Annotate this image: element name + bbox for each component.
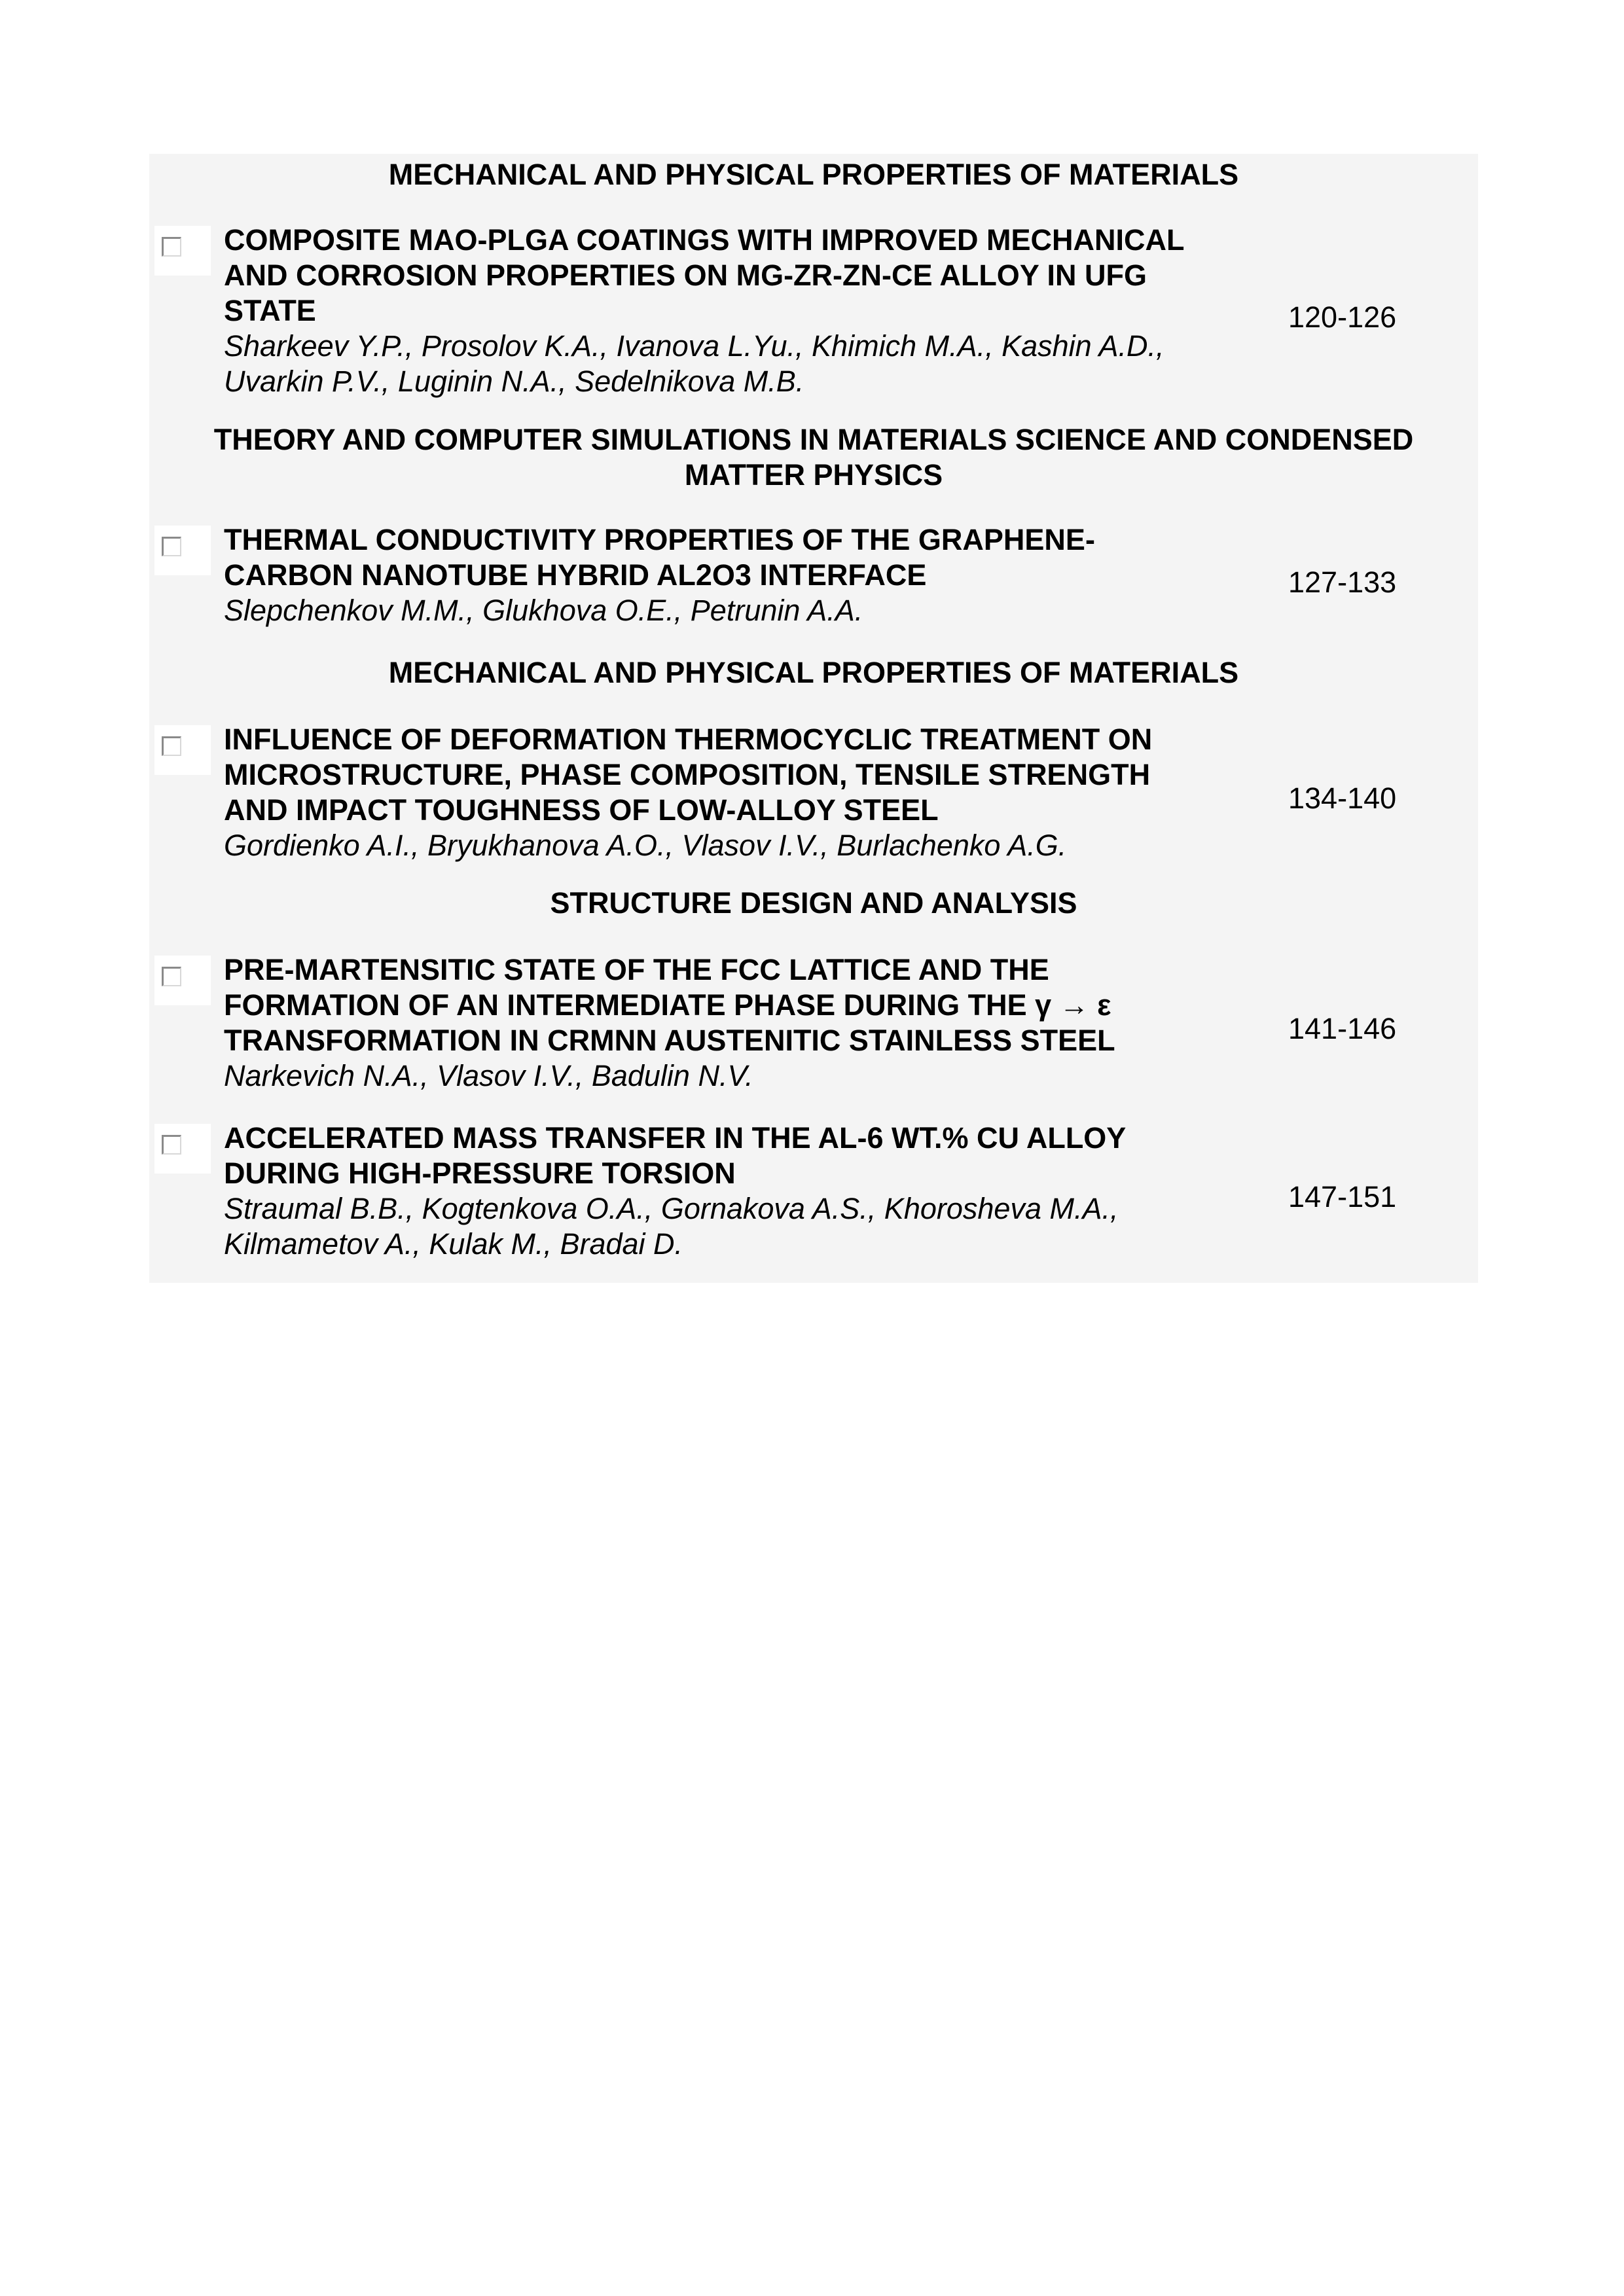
entry-checkbox[interactable] [154,956,211,1005]
article-title[interactable]: INFLUENCE OF DEFORMATION THERMOCYCLIC TREATMENT ON MICROSTRUCTURE, PHASE COMPOSITION, TENSILE STRENGTH AND IMPACT TOUGHNESS OF LOW-ALLOY STEEL [224,723,1153,827]
list-item [224,952,1245,1094]
checkbox-icon [162,736,181,756]
checkbox-icon [162,1135,181,1155]
entry-checkbox[interactable] [154,526,211,575]
article-authors: Slepchenkov M.M., Glukhova O.E., Petrunin A.A. [224,594,863,627]
article-authors: Gordienko A.I., Bryukhanova A.O., Vlasov I.V., Burlachenko A.G. [224,829,1067,862]
list-item [224,522,1245,628]
section-heading: STRUCTURE DESIGN AND ANALYSIS [550,886,1077,920]
article-title[interactable]: PRE-MARTENSITIC STATE OF THE FCC LATTICE AND THE FORMATION OF AN INTERMEDIATE PHASE DURING THE γ → ε TRANSFORMATION IN CRMNN AUSTENITIC STAINLESS STEEL [224,953,1115,1057]
section-heading: THEORY AND COMPUTER SIMULATIONS IN MATERIALS SCIENCE AND CONDENSED MATTER PHYSICS [213,423,1414,492]
entry-checkbox[interactable] [154,1124,211,1174]
page-range: 134-140 [1288,781,1397,815]
entry-checkbox[interactable] [154,725,211,775]
checkbox-icon [162,967,181,986]
article-title[interactable]: THERMAL CONDUCTIVITY PROPERTIES OF THE GRAPHENE- CARBON NANOTUBE HYBRID AL2O3 INTERFACE [224,523,1095,592]
section-heading: MECHANICAL AND PHYSICAL PROPERTIES OF MATERIALS [388,656,1239,689]
list-item [224,1121,1245,1262]
list-item [224,223,1245,399]
page-range: 147-151 [1288,1180,1397,1213]
article-authors: Narkevich N.A., Vlasov I.V., Badulin N.V. [224,1059,753,1092]
article-authors: Sharkeev Y.P., Prosolov K.A., Ivanova L.Yu., Khimich M.A., Kashin A.D., Uvarkin P.V., Luginin N.A., Sedelnikova M.B. [224,329,1164,398]
article-title[interactable]: ACCELERATED MASS TRANSFER IN THE AL-6 WT.% CU ALLOY DURING HIGH-PRESSURE TORSION [224,1121,1127,1190]
checkbox-icon [162,237,181,257]
checkbox-icon [162,537,181,556]
list-item [224,722,1245,863]
table-of-contents [149,154,1478,1283]
section-heading: MECHANICAL AND PHYSICAL PROPERTIES OF MATERIALS [388,158,1239,191]
page-range: 141-146 [1288,1012,1397,1045]
article-authors: Straumal B.B., Kogtenkova O.A., Gornakova A.S., Khorosheva M.A., Kilmametov A., Kulak M., Bradai D. [224,1192,1119,1261]
entry-checkbox[interactable] [154,226,211,276]
page-range: 120-126 [1288,300,1397,334]
article-title[interactable]: COMPOSITE MAO-PLGA COATINGS WITH IMPROVED MECHANICAL AND CORROSION PROPERTIES ON MG-ZR-ZN-CE ALLOY IN UFG STATE [224,223,1185,327]
page-range: 127-133 [1288,565,1397,599]
